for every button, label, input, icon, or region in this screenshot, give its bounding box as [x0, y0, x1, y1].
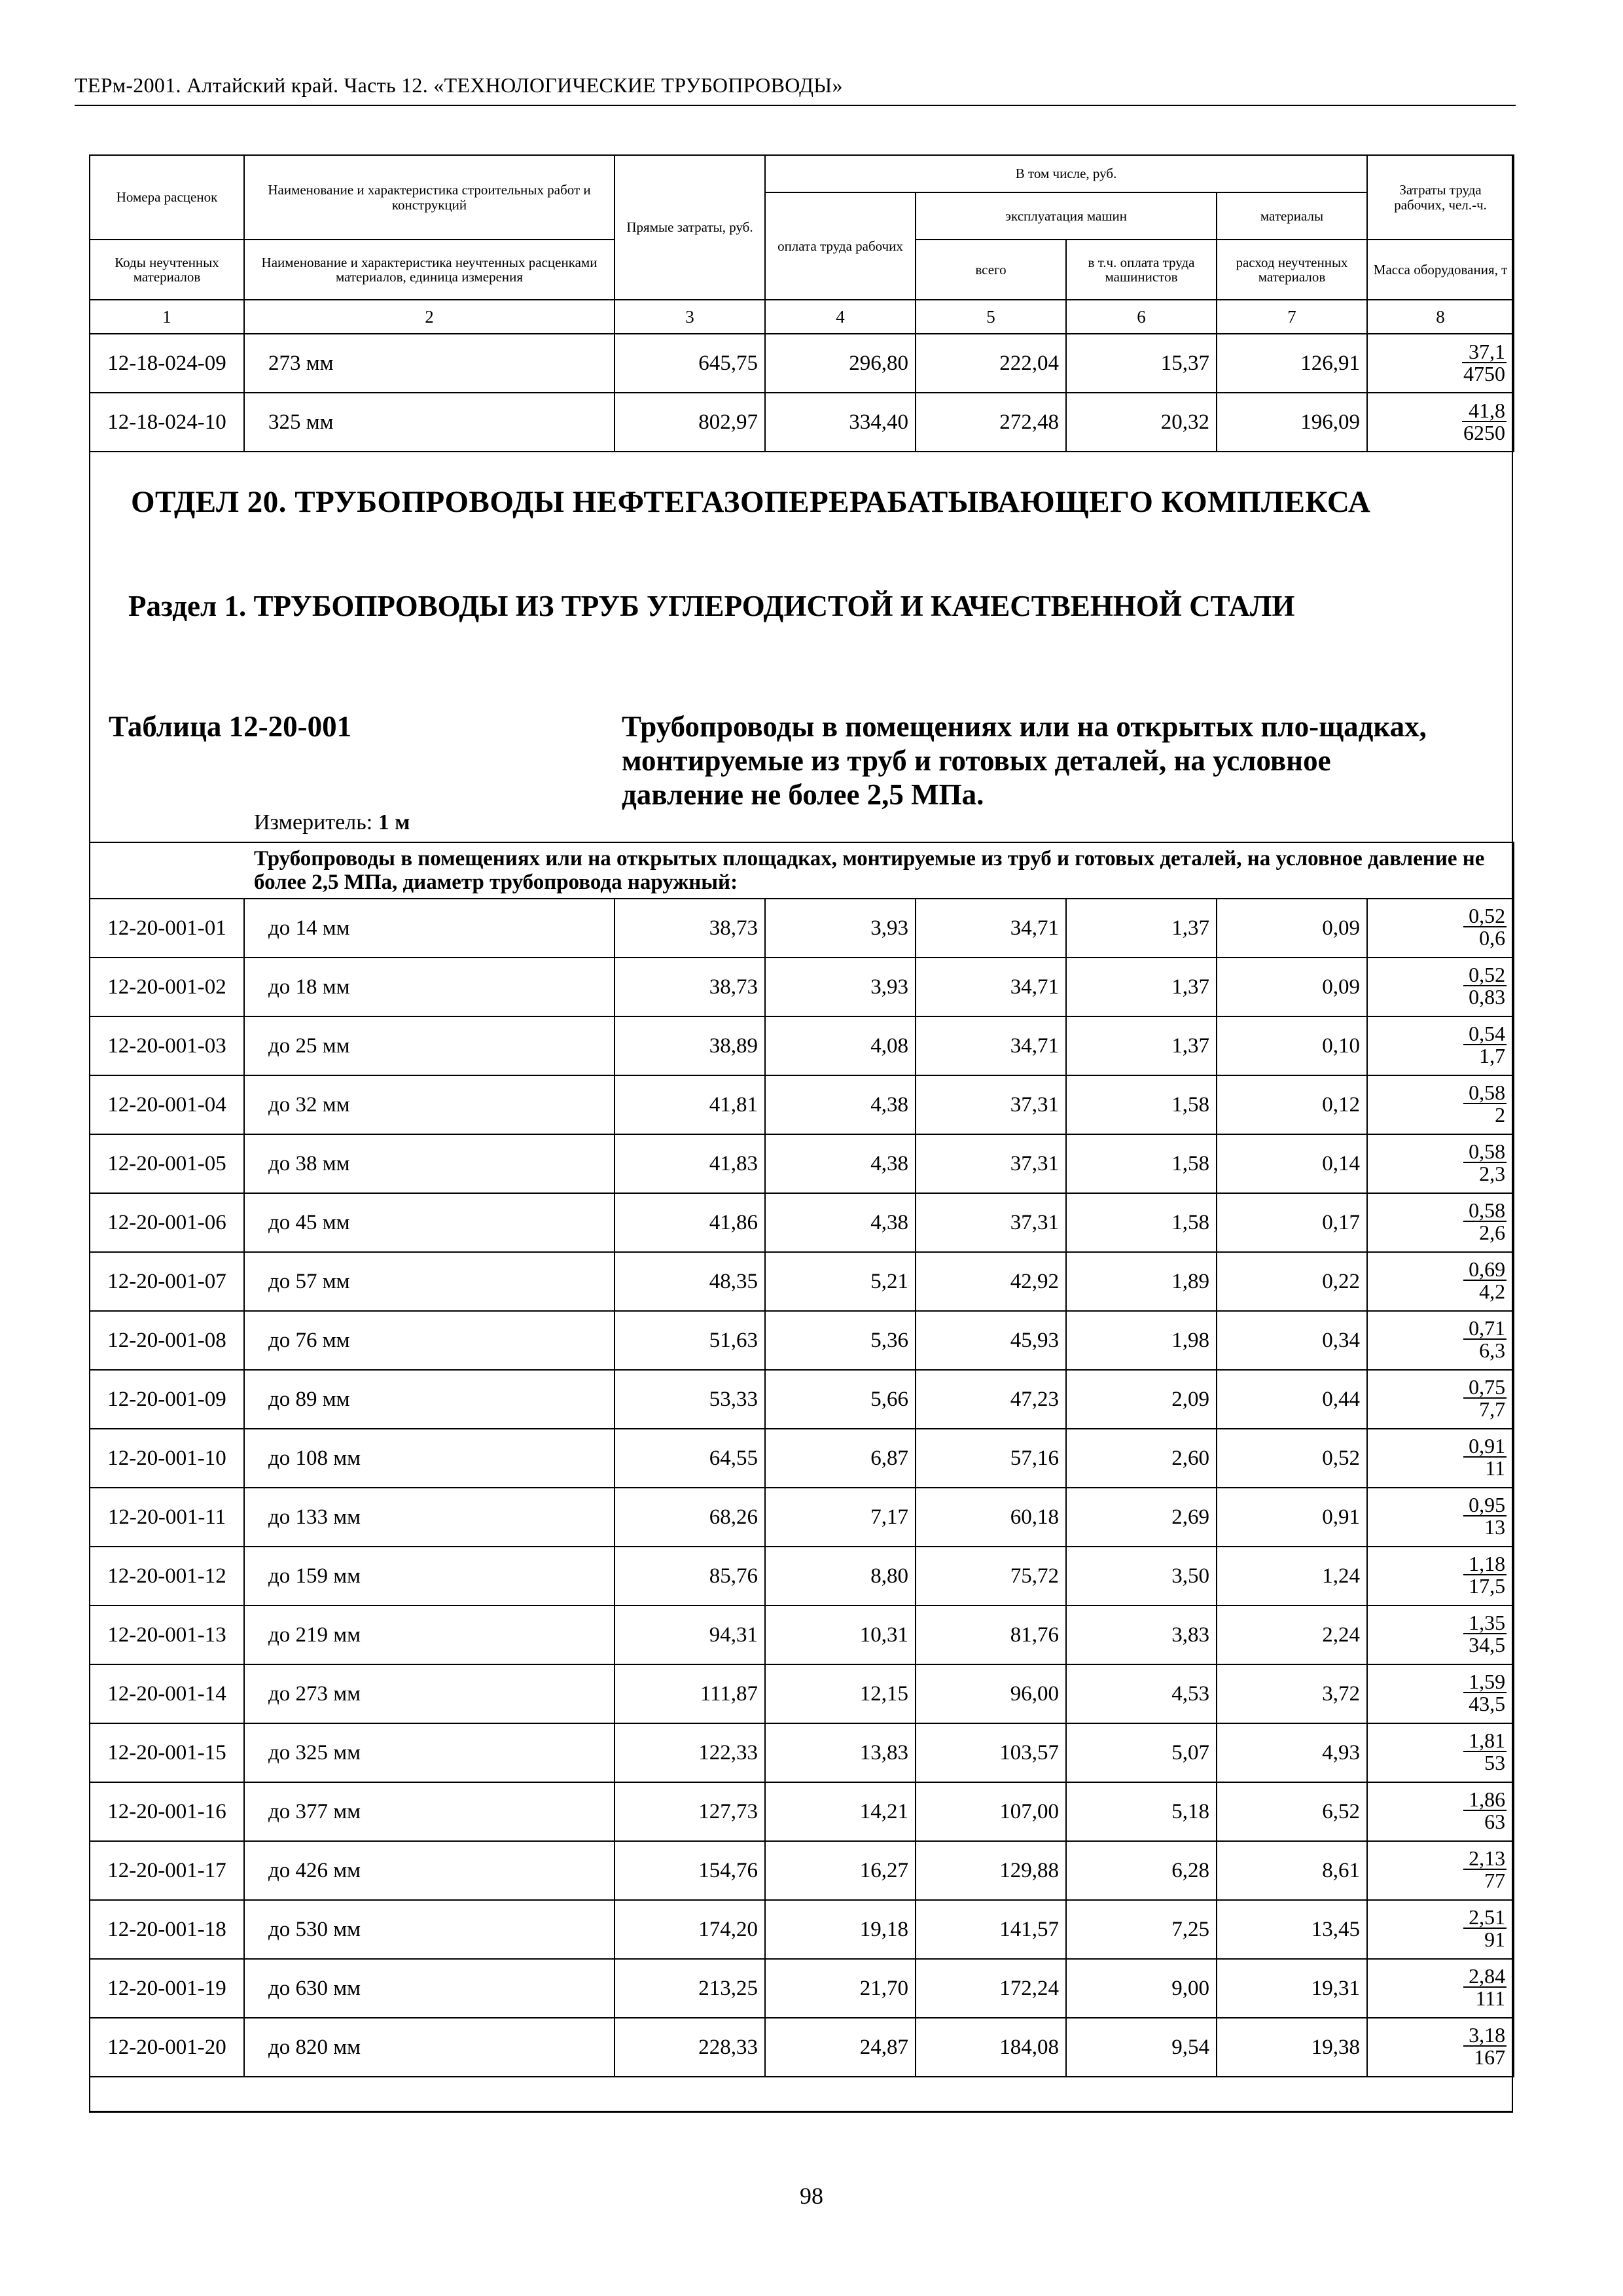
table-row	[90, 1605, 1514, 1664]
machine-ops-total: 141,57	[916, 1900, 1066, 1959]
measure-value: 1 м	[378, 810, 410, 834]
labor-hours-and-mass	[1367, 1016, 1514, 1075]
direct-costs: 122,33	[615, 1723, 765, 1782]
rate-code: 12-20-001-02	[90, 958, 244, 1016]
labor-hours: 0,58	[1463, 1200, 1507, 1222]
table-row	[90, 1429, 1514, 1488]
labor-hours: 37,1	[1462, 341, 1507, 363]
labor-hours: 0,95	[1463, 1494, 1507, 1516]
column-number: 4	[765, 300, 916, 334]
machine-ops-total: 75,72	[916, 1547, 1066, 1605]
direct-costs: 51,63	[615, 1311, 765, 1370]
machine-driver-pay: 2,69	[1066, 1488, 1217, 1547]
labor-hours: 0,69	[1463, 1259, 1507, 1281]
column-number: 1	[90, 300, 244, 334]
labor-pay: 14,21	[765, 1782, 916, 1841]
work-name: до 159 мм	[244, 1547, 615, 1605]
labor-pay: 21,70	[765, 1959, 916, 2018]
table-row	[90, 1134, 1514, 1193]
table-row	[90, 1664, 1514, 1723]
equipment-mass: 4750	[1463, 361, 1506, 386]
machine-driver-pay: 5,07	[1066, 1723, 1217, 1782]
labor-hours-and-mass	[1367, 1723, 1514, 1782]
fraction	[1463, 2024, 1507, 2068]
measure-label: Измеритель:	[254, 810, 373, 834]
machine-driver-pay: 1,58	[1066, 1134, 1217, 1193]
work-name: до 14 мм	[244, 899, 615, 958]
machine-driver-pay: 1,37	[1066, 1016, 1217, 1075]
header-labor-cost: Затраты труда рабочих, чел.-ч.	[1367, 155, 1514, 240]
direct-costs: 802,97	[615, 393, 765, 452]
materials-cost: 19,38	[1217, 2018, 1367, 2077]
machine-driver-pay: 7,25	[1066, 1900, 1217, 1959]
direct-costs: 38,89	[615, 1016, 765, 1075]
equipment-mass: 111	[1475, 1986, 1506, 2010]
fraction	[1462, 400, 1507, 443]
labor-hours-and-mass	[1367, 1429, 1514, 1488]
rate-code: 12-20-001-17	[90, 1841, 244, 1900]
rate-code: 12-20-001-13	[90, 1605, 244, 1664]
fraction	[1463, 1907, 1507, 1950]
equipment-mass: 77	[1484, 1869, 1506, 1892]
labor-pay: 13,83	[765, 1723, 916, 1782]
work-name: до 530 мм	[244, 1900, 615, 1959]
machine-ops-total: 37,31	[916, 1193, 1066, 1252]
fraction	[1463, 1435, 1507, 1479]
equipment-mass: 91	[1484, 1928, 1506, 1951]
machine-driver-pay: 2,60	[1066, 1429, 1217, 1488]
materials-cost: 0,52	[1217, 1429, 1367, 1488]
section-title: ОТДЕЛ 20. ТРУБОПРОВОДЫ НЕФТЕГАЗОПЕРЕРАБАТЫВАЮЩЕГО КОМПЛЕКСА	[131, 485, 1371, 519]
materials-cost: 0,44	[1217, 1370, 1367, 1429]
labor-pay: 5,21	[765, 1252, 916, 1311]
machine-driver-pay: 6,28	[1066, 1841, 1217, 1900]
materials-cost: 1,24	[1217, 1547, 1367, 1605]
direct-costs: 41,86	[615, 1193, 765, 1252]
header-machine-total: всего	[916, 240, 1066, 300]
direct-costs: 41,83	[615, 1134, 765, 1193]
materials-cost: 0,12	[1217, 1075, 1367, 1134]
fraction	[1463, 1789, 1507, 1832]
machine-ops-total: 42,92	[916, 1252, 1066, 1311]
labor-hours-and-mass	[1367, 1134, 1514, 1193]
rate-code: 12-20-001-04	[90, 1075, 244, 1134]
machine-driver-pay: 1,89	[1066, 1252, 1217, 1311]
machine-ops-total: 57,16	[916, 1429, 1066, 1488]
labor-hours: 2,13	[1463, 1848, 1507, 1870]
labor-hours-and-mass	[1367, 958, 1514, 1016]
labor-pay: 16,27	[765, 1841, 916, 1900]
equipment-mass: 7,7	[1479, 1397, 1506, 1421]
column-number: 7	[1217, 300, 1367, 334]
direct-costs: 94,31	[615, 1605, 765, 1664]
work-name: до 45 мм	[244, 1193, 615, 1252]
labor-pay: 10,31	[765, 1605, 916, 1664]
rate-code: 12-20-001-01	[90, 899, 244, 958]
labor-pay: 296,80	[765, 334, 916, 393]
materials-cost: 0,17	[1217, 1193, 1367, 1252]
direct-costs: 111,87	[615, 1664, 765, 1723]
machine-ops-total: 222,04	[916, 334, 1066, 393]
materials-cost: 2,24	[1217, 1605, 1367, 1664]
table-row	[90, 1900, 1514, 1959]
labor-pay: 4,38	[765, 1193, 916, 1252]
labor-hours-and-mass	[1367, 1370, 1514, 1429]
direct-costs: 154,76	[615, 1841, 765, 1900]
labor-hours: 0,52	[1463, 964, 1507, 986]
header-rule	[75, 105, 1516, 106]
work-name: до 108 мм	[244, 1429, 615, 1488]
machine-ops-total: 129,88	[916, 1841, 1066, 1900]
rate-code: 12-20-001-16	[90, 1782, 244, 1841]
table-row	[90, 1723, 1514, 1782]
labor-hours-and-mass	[1367, 1311, 1514, 1370]
fraction	[1463, 1376, 1507, 1420]
labor-hours-and-mass	[1367, 1900, 1514, 1959]
table-row	[90, 1075, 1514, 1134]
machine-driver-pay: 15,37	[1066, 334, 1217, 393]
machine-ops-total: 81,76	[916, 1605, 1066, 1664]
fraction	[1463, 1082, 1507, 1125]
equipment-mass: 6,3	[1479, 1338, 1506, 1362]
machine-driver-pay: 1,98	[1066, 1311, 1217, 1370]
labor-hours: 0,58	[1463, 1082, 1507, 1104]
table-row	[90, 2018, 1514, 2077]
table-row	[90, 1252, 1514, 1311]
equipment-mass: 6250	[1463, 420, 1506, 444]
labor-pay: 24,87	[765, 2018, 916, 2077]
labor-pay: 334,40	[765, 393, 916, 452]
machine-driver-pay: 3,83	[1066, 1605, 1217, 1664]
materials-cost: 196,09	[1217, 393, 1367, 452]
header-equipment-mass: Масса оборудования, т	[1367, 240, 1514, 300]
labor-hours: 0,71	[1463, 1318, 1507, 1340]
table-header	[89, 154, 1514, 452]
machine-driver-pay: 4,53	[1066, 1664, 1217, 1723]
fraction	[1463, 1848, 1507, 1891]
column-number: 6	[1066, 300, 1217, 334]
running-header: ТЕРм-2001. Алтайский край. Часть 12. «ТЕХНОЛОГИЧЕСКИЕ ТРУБОПРОВОДЫ»	[75, 73, 843, 97]
direct-costs: 68,26	[615, 1488, 765, 1547]
work-name: до 89 мм	[244, 1370, 615, 1429]
machine-driver-pay: 2,09	[1066, 1370, 1217, 1429]
header-machine-ops: эксплуатация машин	[916, 192, 1217, 240]
work-name: до 377 мм	[244, 1782, 615, 1841]
rate-code: 12-20-001-09	[90, 1370, 244, 1429]
direct-costs: 64,55	[615, 1429, 765, 1488]
labor-hours-and-mass	[1367, 393, 1514, 452]
direct-costs: 38,73	[615, 958, 765, 1016]
direct-costs: 38,73	[615, 899, 765, 958]
rate-code: 12-20-001-19	[90, 1959, 244, 2018]
table-caption: Трубопроводы в помещениях или на открытых пло-щадках, монтируемые из труб и готовых деталей, на условное давление не более 2,5 МПа.	[622, 710, 1427, 811]
work-name: до 76 мм	[244, 1311, 615, 1370]
direct-costs: 228,33	[615, 2018, 765, 2077]
table-row	[90, 1547, 1514, 1605]
labor-hours: 2,84	[1463, 1965, 1507, 1988]
labor-hours: 1,86	[1463, 1789, 1507, 1811]
labor-pay: 5,36	[765, 1311, 916, 1370]
fraction	[1463, 1494, 1507, 1537]
machine-driver-pay: 1,58	[1066, 1075, 1217, 1134]
rate-code: 12-20-001-08	[90, 1311, 244, 1370]
machine-ops-total: 34,71	[916, 899, 1066, 958]
page-number: 98	[800, 2183, 823, 2209]
materials-cost: 4,93	[1217, 1723, 1367, 1782]
work-name: до 18 мм	[244, 958, 615, 1016]
machine-ops-total: 47,23	[916, 1370, 1066, 1429]
labor-hours-and-mass	[1367, 1841, 1514, 1900]
materials-cost: 3,72	[1217, 1664, 1367, 1723]
materials-cost: 13,45	[1217, 1900, 1367, 1959]
column-number: 5	[916, 300, 1066, 334]
work-name: 325 мм	[244, 393, 615, 452]
table-row	[90, 1311, 1514, 1370]
work-name: до 630 мм	[244, 1959, 615, 2018]
labor-hours-and-mass	[1367, 1252, 1514, 1311]
header-materials: материалы	[1217, 192, 1367, 240]
materials-cost: 0,34	[1217, 1311, 1367, 1370]
equipment-mass: 34,5	[1469, 1633, 1506, 1657]
labor-pay: 7,17	[765, 1488, 916, 1547]
labor-hours: 0,58	[1463, 1141, 1507, 1163]
machine-ops-total: 34,71	[916, 1016, 1066, 1075]
materials-cost: 0,10	[1217, 1016, 1367, 1075]
machine-ops-total: 184,08	[916, 2018, 1066, 2077]
header-labor-pay: оплата труда рабочих	[765, 192, 916, 300]
fraction	[1463, 1671, 1507, 1714]
machine-driver-pay: 1,37	[1066, 899, 1217, 958]
work-name: до 32 мм	[244, 1075, 615, 1134]
labor-pay: 19,18	[765, 1900, 916, 1959]
machine-driver-pay: 5,18	[1066, 1782, 1217, 1841]
fraction	[1463, 1965, 1507, 2009]
labor-hours-and-mass	[1367, 1075, 1514, 1134]
labor-hours: 0,52	[1463, 905, 1507, 927]
labor-pay: 3,93	[765, 958, 916, 1016]
labor-pay: 3,93	[765, 899, 916, 958]
labor-hours-and-mass	[1367, 334, 1514, 393]
labor-hours: 3,18	[1463, 2024, 1507, 2047]
work-name: до 273 мм	[244, 1664, 615, 1723]
equipment-mass: 1,7	[1479, 1044, 1506, 1067]
rates-table	[89, 842, 1514, 2077]
header-materials-unaccounted: расход неучтенных материалов	[1217, 240, 1367, 300]
rate-code: 12-20-001-14	[90, 1664, 244, 1723]
machine-ops-total: 96,00	[916, 1664, 1066, 1723]
equipment-mass: 63	[1484, 1810, 1506, 1833]
rate-code: 12-20-001-05	[90, 1134, 244, 1193]
labor-pay: 4,38	[765, 1134, 916, 1193]
rate-code: 12-18-024-09	[90, 334, 244, 393]
labor-hours: 0,75	[1463, 1376, 1507, 1399]
fraction	[1462, 341, 1507, 384]
machine-ops-total: 272,48	[916, 393, 1066, 452]
labor-hours-and-mass	[1367, 1959, 1514, 2018]
fraction	[1463, 1200, 1507, 1243]
direct-costs: 174,20	[615, 1900, 765, 1959]
machine-ops-total: 172,24	[916, 1959, 1066, 2018]
fraction	[1463, 964, 1507, 1007]
fraction	[1463, 1023, 1507, 1066]
labor-pay: 8,80	[765, 1547, 916, 1605]
labor-hours: 1,81	[1463, 1730, 1507, 1752]
table-row	[90, 393, 1514, 452]
equipment-mass: 167	[1474, 2045, 1506, 2069]
machine-driver-pay: 20,32	[1066, 393, 1217, 452]
machine-driver-pay: 1,37	[1066, 958, 1217, 1016]
rate-code: 12-20-001-15	[90, 1723, 244, 1782]
table-row	[90, 1016, 1514, 1075]
work-name: до 820 мм	[244, 2018, 615, 2077]
fraction	[1463, 1318, 1507, 1361]
table-row	[90, 958, 1514, 1016]
fraction	[1463, 1612, 1507, 1655]
equipment-mass: 4,2	[1479, 1280, 1506, 1303]
table-row	[90, 1370, 1514, 1429]
machine-driver-pay: 9,00	[1066, 1959, 1217, 2018]
rate-code: 12-20-001-03	[90, 1016, 244, 1075]
equipment-mass: 0,83	[1469, 985, 1506, 1009]
machine-ops-total: 37,31	[916, 1075, 1066, 1134]
equipment-mass: 43,5	[1469, 1692, 1506, 1715]
measure-unit	[254, 810, 410, 835]
materials-cost: 0,09	[1217, 958, 1367, 1016]
labor-hours-and-mass	[1367, 899, 1514, 958]
labor-hours-and-mass	[1367, 1605, 1514, 1664]
equipment-mass: 0,6	[1479, 926, 1506, 950]
machine-driver-pay: 3,50	[1066, 1547, 1217, 1605]
labor-hours: 1,18	[1463, 1553, 1507, 1575]
machine-ops-total: 34,71	[916, 958, 1066, 1016]
labor-hours-and-mass	[1367, 1664, 1514, 1723]
rate-code: 12-20-001-12	[90, 1547, 244, 1605]
equipment-mass: 2	[1495, 1103, 1506, 1126]
labor-pay: 4,38	[765, 1075, 916, 1134]
equipment-mass: 17,5	[1469, 1574, 1506, 1598]
machine-ops-total: 103,57	[916, 1723, 1066, 1782]
fraction	[1463, 1259, 1507, 1302]
rate-code: 12-18-024-10	[90, 393, 244, 452]
labor-pay: 4,08	[765, 1016, 916, 1075]
work-name: до 57 мм	[244, 1252, 615, 1311]
machine-ops-total: 45,93	[916, 1311, 1066, 1370]
header-direct-costs: Прямые затраты, руб.	[615, 155, 765, 300]
labor-pay: 5,66	[765, 1370, 916, 1429]
labor-hours: 1,59	[1463, 1671, 1507, 1693]
work-name: до 325 мм	[244, 1723, 615, 1782]
header-name-top: Наименование и характеристика строительных работ и конструкций	[244, 155, 615, 240]
work-name: 273 мм	[244, 334, 615, 393]
materials-cost: 0,91	[1217, 1488, 1367, 1547]
rate-code: 12-20-001-18	[90, 1900, 244, 1959]
materials-cost: 0,09	[1217, 899, 1367, 958]
table-row	[90, 334, 1514, 393]
work-name: до 219 мм	[244, 1605, 615, 1664]
labor-hours: 0,54	[1463, 1023, 1507, 1045]
labor-hours-and-mass	[1367, 2018, 1514, 2077]
work-name: до 25 мм	[244, 1016, 615, 1075]
direct-costs: 48,35	[615, 1252, 765, 1311]
materials-cost: 0,22	[1217, 1252, 1367, 1311]
machine-ops-total: 37,31	[916, 1134, 1066, 1193]
group-title: Трубопроводы в помещениях или на открытых площадках, монтируемые из труб и готовых деталей, на условное давление не более 2,5 МПа, диаметр трубопровода наружный:	[90, 842, 1514, 899]
fraction	[1463, 1141, 1507, 1184]
labor-hours: 0,91	[1463, 1435, 1507, 1458]
rate-code: 12-20-001-06	[90, 1193, 244, 1252]
table-row	[90, 1782, 1514, 1841]
equipment-mass: 11	[1485, 1456, 1506, 1480]
labor-hours-and-mass	[1367, 1782, 1514, 1841]
fraction	[1463, 905, 1507, 948]
direct-costs: 85,76	[615, 1547, 765, 1605]
machine-driver-pay: 1,58	[1066, 1193, 1217, 1252]
labor-hours: 1,35	[1463, 1612, 1507, 1634]
rate-code: 12-20-001-10	[90, 1429, 244, 1488]
rate-code: 12-20-001-07	[90, 1252, 244, 1311]
header-including: В том числе, руб.	[765, 155, 1367, 192]
labor-hours-and-mass	[1367, 1547, 1514, 1605]
work-name: до 133 мм	[244, 1488, 615, 1547]
column-number: 8	[1367, 300, 1514, 334]
fraction	[1463, 1553, 1507, 1596]
column-number: 2	[244, 300, 615, 334]
labor-pay: 6,87	[765, 1429, 916, 1488]
machine-ops-total: 107,00	[916, 1782, 1066, 1841]
equipment-mass: 53	[1484, 1751, 1506, 1774]
machine-ops-total: 60,18	[916, 1488, 1066, 1547]
table-row	[90, 1193, 1514, 1252]
table-row	[90, 1488, 1514, 1547]
header-code-bottom: Коды неучтенных материалов	[90, 240, 244, 300]
table-label: Таблица 12-20-001	[109, 710, 352, 743]
rate-code: 12-20-001-11	[90, 1488, 244, 1547]
table-row	[90, 899, 1514, 958]
table-row	[90, 1959, 1514, 2018]
materials-cost: 0,14	[1217, 1134, 1367, 1193]
equipment-mass: 2,3	[1479, 1162, 1506, 1185]
materials-cost: 126,91	[1217, 334, 1367, 393]
work-name: до 426 мм	[244, 1841, 615, 1900]
column-number: 3	[615, 300, 765, 334]
rate-code: 12-20-001-20	[90, 2018, 244, 2077]
work-name: до 38 мм	[244, 1134, 615, 1193]
direct-costs: 53,33	[615, 1370, 765, 1429]
labor-hours: 41,8	[1462, 400, 1507, 422]
equipment-mass: 2,6	[1479, 1221, 1506, 1244]
header-name-bottom: Наименование и характеристика неучтенных расценками материалов, единица измерения	[244, 240, 615, 300]
machine-driver-pay: 9,54	[1066, 2018, 1217, 2077]
direct-costs: 213,25	[615, 1959, 765, 2018]
fraction	[1463, 1730, 1507, 1773]
subsection-title: Раздел 1. ТРУБОПРОВОДЫ ИЗ ТРУБ УГЛЕРОДИСТОЙ И КАЧЕСТВЕННОЙ СТАЛИ	[128, 590, 1295, 622]
table-row	[90, 1841, 1514, 1900]
direct-costs: 645,75	[615, 334, 765, 393]
header-code-top: Номера расценок	[90, 155, 244, 240]
materials-cost: 8,61	[1217, 1841, 1367, 1900]
labor-hours-and-mass	[1367, 1488, 1514, 1547]
direct-costs: 41,81	[615, 1075, 765, 1134]
labor-pay: 12,15	[765, 1664, 916, 1723]
materials-cost: 6,52	[1217, 1782, 1367, 1841]
direct-costs: 127,73	[615, 1782, 765, 1841]
header-machine-driver-pay: в т.ч. оплата труда машинистов	[1066, 240, 1217, 300]
labor-hours: 2,51	[1463, 1907, 1507, 1929]
materials-cost: 19,31	[1217, 1959, 1367, 2018]
labor-hours-and-mass	[1367, 1193, 1514, 1252]
equipment-mass: 13	[1484, 1515, 1506, 1539]
